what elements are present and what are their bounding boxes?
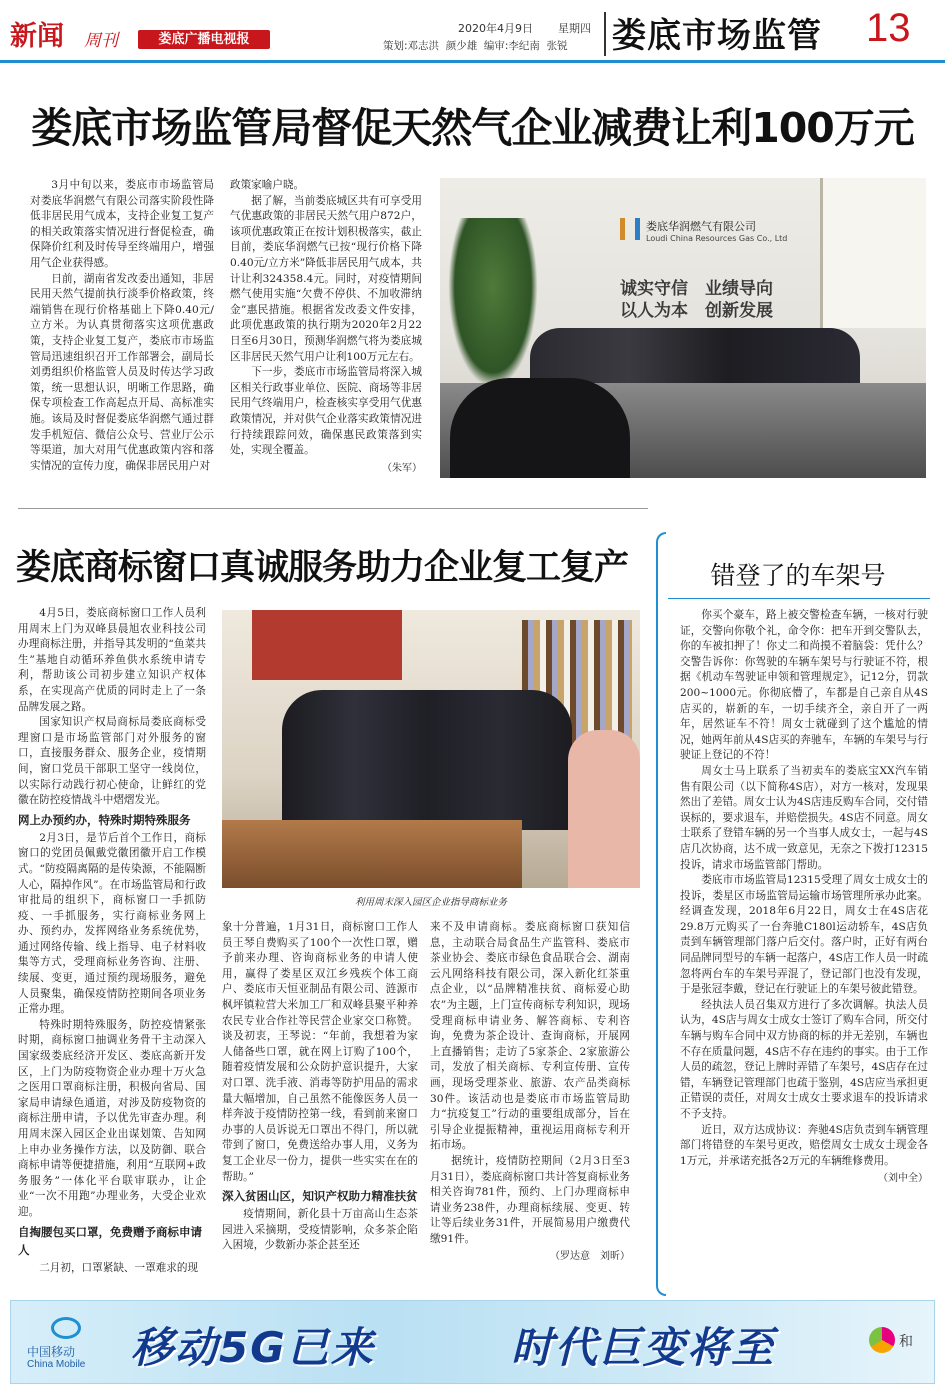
article-1-headline: 娄底市场监管局督促天然气企业减费让利100万元 [31,104,914,152]
paragraph: 象十分普遍，1月31日，商标窗口工作人员王琴自费购买了100个一次性口罩，赠予前来办理、咨询商标业务的申请人使用，赢得了娄星区双江乡残疾个体工商户、娄底市天恒亚制品有限公司、涟源市枫坪镇粒营大米加工厂和双峰县聚平种养农民专业合作社等民营企业家交口称赞。谈及初衷，王琴说：“年前，我想着为家人储备些口罩，就在网上订购了100个，随着疫情发展和公众防护意识提升，大家对口罩、洗手液、消毒等防护用品的需求量大幅增加，自己虽然不能像医务人员一样奔波于疫情防控第一线，看到前来窗口办事的人员诉说无口罩出不得门，所以就带到了窗口，免费送给办事人用，义务为复工企业尽一份力，提供一些实实在在的帮助。” [222,921,418,1183]
photo-person-front [450,378,630,478]
brand-cn: 中国移动 [27,1345,76,1359]
slogan-left: 移动5G已来 [131,1323,375,1372]
masthead-rule [0,60,945,63]
paragraph: 经执法人员召集双方进行了多次调解。执法人员认为，4S店与周女士成女士签订了购车合同，所交付车辆与购车合同中双方协商的标的并无差别，车辆也不存在质量问题，4S店不存在违约的事实。由于工作人员的疏忽，登记上牌时弄错了车架号，4S店存在过错，车辆登记管理部门也疏于鉴别，4S店应当承担更正错误的责任，对周女士成女士要求退车的投诉请求不予支持。 [680,998,928,1120]
paragraph: 疫情期间，新化县十万亩高山生态茶园进入采摘期，受疫情影响，众多茶企陷入困境，少数新办茶企甚至还 [222,1208,418,1252]
paragraph: 2月3日，是节后首个工作日，商标窗口的党团员佩戴党徽团徽开启工作模式。“防疫隔离隔的是传染源，不能隔断人心，隔掉作风”。在市场监管局和行政审批局的组织下，商标窗口一手抓防疫、一手抓服务，实行商标业务网上办、预约办，发挥网络业务系统优势，通过网络传输、线上指导、电子材料收集等方式，受理商标业务咨询、注册、续展、变更，通过预约现场服务，避免人员聚集，确保疫情防控期间各项业务正常办理。 [18,831,206,1016]
company-en-sign: Loudi China Resources Gas Co., Ltd [646,234,788,243]
slogan-sign-line1: 诚实守信 业绩导向 [620,279,773,299]
paragraph: 下一步，娄底市市场监管局将深入城区相关行政事业单位、医院、商场等非居民用气终端用户，检查核实享受用气优惠政策情况，并对供气企业落实政策情况进行持续跟踪问效，确保惠民政策落到实处，实现全覆盖。 [230,366,422,457]
logo: 新闻 [10,21,64,52]
paragraph: 日前，湖南省发改委出通知，非居民用天然气提前执行淡季价格政策，终端销售在现行价格基础上下降0.40元/立方米。为认真贯彻落实这项优惠政策，支持企业复工复产，娄底市市场监管局迅速组织召开工作部署会，副局长刘勇组织价格监管人员及时传达学习政策，统一思想认识，明晰工作思路，确保专项检查工作高起点开局、高标准实施。该局及时督促娄底华润燃气通过群发手机短信、微信公众号、营业厅公示等渠道，加大对用气优惠政策内容和落实情况的宣传力度，确保非居民用户对 [30,272,214,472]
paragraph: 二月初，口罩紧缺、一罩难求的现 [39,1261,199,1274]
subheading: 深入贫困山区，知识产权助力精准扶贫 [222,1189,418,1204]
masthead [0,0,945,68]
he-logo-text: 和 [899,1334,913,1350]
paragraph: 娄底市市场监管局12315受理了周女士成女士的投诉，娄星区市场监管局运输市场管理所承办此案。经调查发现，2018年6月22日，周女士在4S店花29.8万元购买了一台奔驰C180l运动轿车，4S店负责到车辆管理部门落户后交付。落户时，正好有两台同品牌同型号的车辆一起落户，4S店工作人员一时疏忽将两台车的车架号弄混了，登记部门也没有发现，于是张冠李戴，登记在行驶证上的车架号彼此错登。 [680,874,928,996]
china-mobile-logo-icon [51,1317,81,1339]
company-name-sign: 娄底华润燃气有限公司 [646,220,756,233]
photo-window [820,178,926,328]
paragraph: 近日，双方达成协议：奔驰4S店负责到车辆管理部门将错登的车架号更改，赔偿周女士成女士现金各1万元，并承诺充抵各2万元的车辆维修费用。 [680,1123,928,1167]
slogan-sign-line2: 以人为本 创新发展 [620,301,773,321]
masthead-divider [604,12,606,56]
paragraph: 国家知识产权局商标局娄底商标受理窗口是市场监管部门对外服务的窗口，直接服务群众、服务企业，疫情期间，窗口党员干部职工坚守一线岗位，以实际行动践行初心使命，让鲜红的党徽在防控疫情战斗中熠熠发光。 [18,716,206,807]
paragraph: 你买个豪车，路上被交警检查车辆，一核对行驶证，交警向你敬个礼，命令你：把车开到交警队去，你的车被扣押了！你丈二和尚摸不着脑袋：凭什么？交警告诉你：你驾驶的车辆车架号与行驶证不符，根据《机动车驾驶证申领和管理规定》，记12分，罚款200~1000元。你彻底懵了，车都是自己亲自从4S店买的，崭新的车，一切手续齐全，亲自开了一两年，居然证车不符！周女士就碰到了这个尴尬的情况，她两年前从4S店买的奔驰车，车辆的车架号与行驶证上登记的不符！ [680,609,928,762]
article-3-headline: 错登了的车架号 [710,561,886,590]
section-divider [18,508,648,509]
photo-caption: 利用周末深入园区企业指导商标业务 [354,897,507,908]
photo-plant [448,218,538,388]
sidebar-frame [656,532,666,1296]
photo-people [282,690,572,830]
subheading: 自掏腰包买口罩，免费赠予商标申请人 [18,1224,202,1257]
article-2-column-2 [222,920,418,1286]
slogan-right: 时代巨变将至 [511,1323,776,1372]
paragraph: 特殊时期特殊服务，防控疫情紧张时期，商标窗口抽调业务骨干主动深入国家级娄底经济开发区、娄底高新开发区，上门为防疫物资企业办理十万火急之医用口罩商标注册，积极向省局、国家局申请绿色通道，对涉及防疫物资的商标注册申请，予以优先审查办理。利用周末深入园区企业出谋划策、告知网上申办业务操作方法，以及防御、联合商标申请等便捷措施，利用“互联网+政务服务”一体化平台联审联办，让企业“一次不用跑”办理业务，大受企业欢迎。 [18,1018,206,1218]
publisher-name: 娄底广播电视报 [138,30,270,49]
article-2-photo [222,610,640,888]
article-1-column-2 [230,178,422,498]
paragraph: 据统计，疫情防控期间（2月3日至3月31日），娄底商标窗口共计答复商标业务相关咨询781件，预约、上门办理商标申请业务238件，办理商标续展、变更、转让等后续业务31件，开展简易用户缴费代缴91件。 [430,1154,630,1245]
brand-en: China Mobile [27,1359,86,1370]
article-2-column-1 [18,606,206,1286]
paragraph: 周女士马上联系了当初卖车的娄底宝XX汽车销售有限公司（以下简称4S店），对方一核对，发现果然出了差错。周女士认为4S店违反购车合同，交付错误标的，要求退车，并赔偿损失。4S店不同意。周女士联系了登错车辆的另一个当事人成女士，一起与4S店几次协商，达不成一致意见，无奈之下拨打12315投诉，请求市场监管部门帮助。 [680,764,928,871]
company-logo-mark [620,218,640,240]
logo-sub: 周刊 [84,31,118,51]
credits: 策划:邓志洪 颜少雄 编审:李纪南 张锐 [383,40,568,52]
photo-banner [252,610,402,680]
article-3-rule [668,598,930,599]
he-logo-icon [869,1327,895,1353]
paragraph: 4月5日，娄底商标窗口工作人员利用周末上门为双峰县晨旭农业科技公司办理商标注册，并指导其发明的“鱼菜共生”基地自动循环养鱼供水系统申请专利，帮助该公司初步建立知识产权体系，在实现高产优质的同时走上了一条品牌发展之路。 [18,607,206,713]
issue-date: 2020年4月9日 [458,22,533,35]
article-2-column-3 [430,920,630,1286]
page-number: 13 [866,6,911,50]
ad-banner [10,1300,935,1384]
issue-weekday: 星期四 [558,22,591,35]
article-1-photo [440,178,926,478]
section-title: 娄底市场监管 [612,16,822,56]
paragraph: 3月中旬以来，娄底市市场监管局对娄底华润燃气有限公司落实阶段性降低非居民用气成本，支持企业复工复产的相关政策落实情况进行督促检查，确保降价红利及时传导至终端用户，增强用气企业获得感。 [30,179,214,269]
paragraph: 据了解，当前娄底城区共有可享受用气优惠政策的非居民天然气用户872户，该项优惠政策正在按计划积极落实，截止目前，娄底华润燃气已按“现行价格下降0.40元/立方米”降低非居民用气成本，共计让利324358.4元。同时，对疫情期间燃气使用实施“欠费不停供、不加收滞纳金”惠民措施。根据省发改委文件安排，此项优惠政策的执行期为2020年2月22日至6月30日，预测华润燃气将为娄底城区非居民天然气用户让利100万元左右。 [230,194,422,363]
article-2-headline: 娄底商标窗口真诚服务助力企业复工复产 [16,548,629,588]
byline: （刘中全） [878,1173,928,1185]
photo-sofa [222,820,522,888]
byline: （朱军） [382,462,422,474]
photo-person-pink [568,730,640,888]
subheading: 网上办预约办，特殊时期特殊服务 [18,812,191,827]
paragraph: 来不及申请商标。娄底商标窗口获知信息，主动联合局食品生产监管科、娄底市茶业协会、娄底市绿色食品联合会、湖南云凡网络科技有限公司，深入新化红茶重点企业，以“品牌精准扶贫、商标爱心助农”为主题，上门宣传商标专利知识，现场受理商标申请业务、解答商标、专利咨询，免费为茶企设计、查询商标，开展网上直播销售；走访了5家茶企、2家旅游公司，发放了相关商标、专利宣传册、宣传画，现场受理茶业、旅游、农产品类商标30件。该活动也是娄底市市场监管局助力“抗疫复工”行动的重要组成部分，旨在引导企业提振精神，重视运用商标专利开拓市场。 [430,921,630,1152]
article-1-column-1 [30,178,214,498]
byline: （罗达意 刘昕） [550,1251,630,1263]
article-3-column [680,608,928,1268]
paragraph: 政策家喻户晓。 [230,179,305,191]
